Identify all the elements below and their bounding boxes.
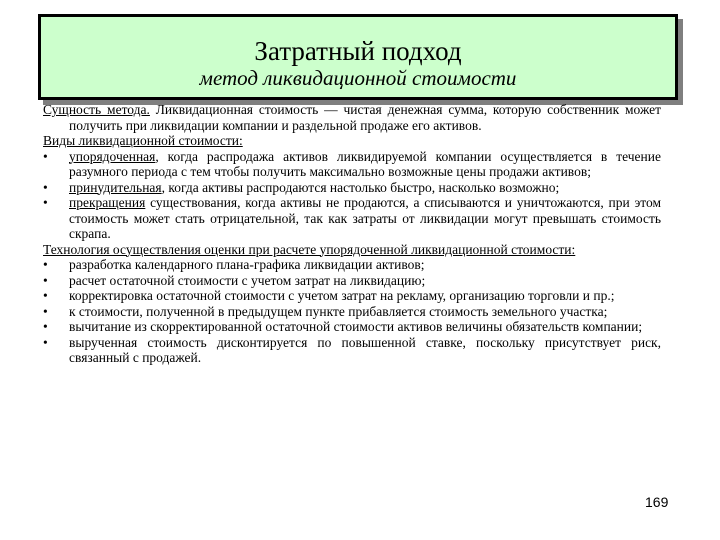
essence-paragraph bbox=[43, 102, 661, 133]
list-item bbox=[43, 335, 661, 366]
list-item bbox=[43, 288, 661, 304]
technology-heading: Технология осуществления оценки при расчете упорядоченной ликвидационной стоимости: bbox=[43, 241, 576, 257]
bullet-icon: • bbox=[43, 257, 48, 272]
type-term: принудительная bbox=[69, 179, 162, 195]
slide-title: Затратный подход bbox=[254, 36, 462, 66]
tech-step-text: к стоимости, полученной в предыдущем пункте прибавляется стоимость земельного участка; bbox=[69, 303, 608, 319]
tech-step-text: корректировка остаточной стоимости с учетом затрат на рекламу, организацию торговли и пр.; bbox=[69, 288, 615, 303]
types-heading: Виды ликвидационной стоимости: bbox=[43, 133, 243, 148]
type-term: упорядоченная bbox=[69, 148, 156, 164]
title-box bbox=[38, 14, 678, 100]
list-item bbox=[43, 319, 661, 335]
bullet-icon: • bbox=[43, 195, 48, 210]
tech-step-text: расчет остаточной стоимости с учетом затрат на ликвидацию; bbox=[69, 272, 426, 288]
list-item bbox=[43, 273, 661, 289]
type-text: существования, когда активы не продаются, а списываются и уничтожаются, при этом стоимость может стать отрицательной, так как затраты от ликвидации могут превышать стоимость скрапа. bbox=[69, 195, 661, 241]
type-term: прекращения bbox=[69, 195, 146, 210]
bullet-icon: • bbox=[43, 319, 48, 334]
bullet-icon: • bbox=[43, 148, 48, 164]
type-text: , когда распродажа активов ликвидируемой компании осуществляется в течение разумного периода с тем чтобы получить максимально возможные цены продажи активов; bbox=[69, 148, 661, 179]
bullet-icon: • bbox=[43, 179, 48, 195]
bullet-icon: • bbox=[43, 303, 48, 319]
slide-subtitle: метод ликвидационной стоимости bbox=[199, 66, 517, 90]
list-item bbox=[43, 195, 661, 242]
bullet-icon: • bbox=[43, 334, 48, 350]
list-item bbox=[43, 304, 661, 320]
tech-step-text: разработка календарного плана-графика ликвидации активов; bbox=[69, 257, 425, 272]
bullet-icon: • bbox=[43, 288, 48, 303]
list-item bbox=[43, 149, 661, 180]
essence-text: Ликвидационная стоимость — чистая денежная сумма, которую собственник может получить при ликвидации компании и раздельной продаже его активов. bbox=[69, 102, 662, 133]
type-text: , когда активы распродаются настолько быстро, насколько возможно; bbox=[161, 179, 560, 195]
slide-body bbox=[43, 102, 661, 366]
tech-step-text: вычитание из скорректированной остаточной стоимости активов величины обязательств компании; bbox=[69, 319, 643, 334]
list-item bbox=[43, 257, 661, 273]
tech-step-text: вырученная стоимость дисконтируется по повышенной ставке, поскольку присутствует риск, связанный с продажей. bbox=[69, 334, 661, 365]
page-number: 169 bbox=[645, 494, 669, 510]
list-item bbox=[43, 180, 661, 196]
essence-lead: Сущность метода. bbox=[43, 102, 150, 117]
bullet-icon: • bbox=[43, 272, 48, 288]
